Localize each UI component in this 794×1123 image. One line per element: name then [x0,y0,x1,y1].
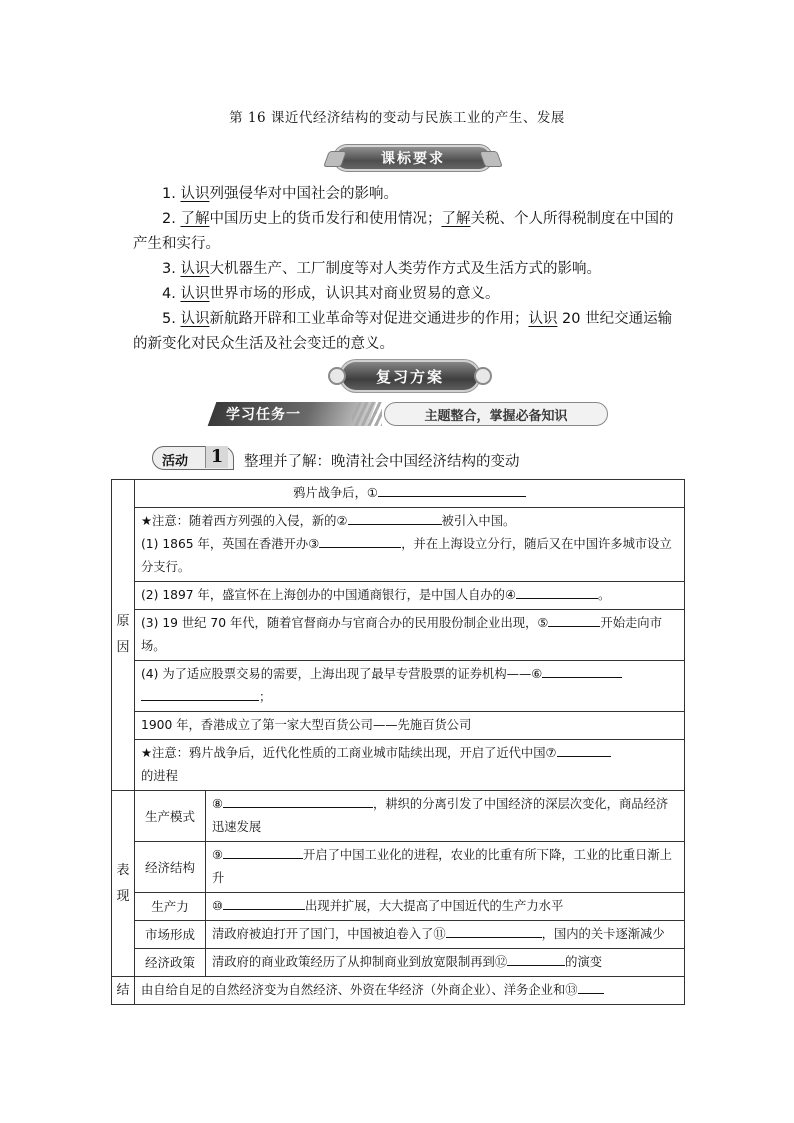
perf-text-4: 清政府的商业政策经历了从抑制商业到放宽限制再到⑫ [212,955,508,969]
item-row-5: 1900 年，香港成立了第一家大型百货公司——先施百货公司 [135,712,685,740]
note2-suffix: 的进程 [141,769,178,783]
perf-suffix-3: ，国内的关卡逐渐减少 [541,927,665,941]
note-row-2 [135,740,685,791]
perf-cell-3 [206,921,685,949]
standard-item [133,282,678,307]
perf-text-1: ⑨ [212,848,224,862]
perf-cell-4 [206,949,685,977]
standard-text: 20 世纪交通运输的新变化对民众生活及社会变迁的意义。 [133,311,673,352]
plan-banner [340,360,480,392]
perf-suffix-0: ，耕织的分离引发了中国经济的深层次变化，商品经济迅速发展 [212,797,669,834]
hand-left-icon [323,151,347,167]
standard-keyword: 认识 [180,286,210,302]
perf-suffix-1: 开启了中国工业化的进程，农业的比重有所下降，工业的比重日渐上升 [212,848,672,885]
perf-label-0: 生产模式 [135,791,206,842]
fill-blank-5[interactable] [548,612,600,627]
standards-banner-label: 课标要求 [381,151,445,167]
table-row [112,921,685,949]
task-label: 学习任务一 [226,407,301,423]
standard-keyword: 了解 [180,211,210,227]
cause-label: 原因 [112,480,135,791]
fill-blank-7[interactable] [557,742,611,757]
table-row [112,712,685,740]
perf-suffix-4: 的演变 [565,955,603,969]
standard-number: 4. [162,286,176,302]
standard-keyword: 了解 [441,211,471,227]
fill-blank-13[interactable] [578,979,604,994]
perf-text-2: ⑩ [212,899,224,913]
standard-item [133,182,678,207]
table-row [112,791,685,842]
perf-text-0: ⑧ [212,797,224,811]
task-bar [212,402,612,426]
perf-cell-1 [206,842,685,893]
perf-label-1: 经济结构 [135,842,206,893]
standards-list [133,182,678,357]
item1-text: (1) 1865 年，英国在香港开办③ [141,537,320,551]
perf-suffix-2: 出现并扩展，大大提高了中国近代的生产力水平 [305,899,564,913]
task-subtitle: 主题整合，掌握必备知识 [384,402,608,426]
hand-right-icon [479,151,503,167]
table-row [112,842,685,893]
fill-blank-6b[interactable] [141,686,259,701]
table-row [112,610,685,661]
standard-keyword: 认识 [180,186,210,202]
perf-label-4: 经济政策 [135,949,206,977]
note-row-1 [135,508,685,582]
result-cell [135,977,685,1005]
perf-cell-2 [206,893,685,921]
table-row [112,508,685,582]
standard-number: 2. [162,211,176,227]
swirl-right-icon [474,367,492,385]
fill-blank-2[interactable] [348,510,442,525]
perf-text-3: 清政府被迫打开了国门，中国被迫卷入了⑪ [212,927,446,941]
standard-text: 大机器生产、工厂制度等对人类劳作方式及生活方式的影响。 [209,261,601,277]
item4-suffix: ； [259,690,272,704]
item3-text: (3) 19 世纪 70 年代，随着官督商办与官商合办的民用股份制企业出现，⑤ [141,616,549,630]
plan-banner-label: 复习方案 [375,367,444,386]
standard-text: 世界市场的形成，认识其对商业贸易的意义。 [209,286,500,302]
item2-suffix: 。 [597,588,611,602]
fill-blank-10[interactable] [223,895,305,910]
opium-war-text: 鸦片战争后，① [293,486,378,500]
fill-blank-4[interactable] [516,584,598,599]
activity-tag-label: 活动 [162,454,189,469]
fill-blank-6a[interactable] [542,663,622,678]
activity-tag [152,446,234,470]
table-row [112,582,685,610]
fill-blank-9[interactable] [223,844,303,859]
note1-suffix: 被引入中国。 [441,514,516,528]
item1-suffix: ，并在上海设立分行，随后又在中国许多城市设立分支行。 [141,537,672,574]
standard-keyword: 认识 [180,261,210,277]
standard-number: 1. [162,186,176,202]
fill-blank-8[interactable] [223,793,373,808]
table-row [112,949,685,977]
item3-suffix: 开始走向市场。 [141,616,662,653]
standard-number: 3. [162,261,176,277]
result-label: 结 [112,977,135,1005]
task-divider-stripes [352,402,382,426]
standard-text: 关税、个人所得税制度在中国的产生和实行。 [133,211,674,252]
activity-header [152,444,712,474]
lesson-title: 第 16 课近代经济结构的变动与民族工业的产生、发展 [229,110,565,126]
swirl-left-icon [328,367,346,385]
note2-text: ★注意：鸦片战争后，近代化性质的工商业城市陆续出现，开启了近代中国⑦ [141,746,557,760]
item-row-4 [135,661,685,712]
item-row-3 [135,610,685,661]
economy-structure-table [111,479,685,1005]
standard-text: 中国历史上的货币发行和使用情况； [209,211,442,227]
table-row [112,480,685,508]
item-row-2 [135,582,685,610]
fill-blank-12[interactable] [507,951,565,966]
item4-text: (4) 为了适应股票交易的需要，上海出现了最早专营股票的证券机构——⑥ [141,667,543,681]
activity-instruction: 整理并了解：晚清社会中国经济结构的变动 [244,454,520,470]
table-row [112,661,685,712]
standard-number: 5. [162,311,176,327]
standard-keyword: 认识 [528,311,558,327]
activity-number: 1 [205,446,228,468]
fill-blank-1[interactable] [378,482,526,497]
perf-label-2: 生产力 [135,893,206,921]
performance-label: 表现 [112,791,135,977]
table-row [112,977,685,1005]
standard-item [133,257,678,282]
fill-blank-3[interactable] [319,533,401,548]
standards-banner [334,145,492,171]
fill-blank-11[interactable] [446,923,542,938]
standard-keyword: 认识 [180,311,210,327]
standard-item [133,307,678,357]
standard-text: 列强侵华对中国社会的影响。 [209,186,398,202]
perf-cell-0 [206,791,685,842]
perf-label-3: 市场形成 [135,921,206,949]
standard-item [133,207,678,257]
opium-war-row [135,480,685,508]
standard-text: 新航路开辟和工业革命等对促进交通进步的作用； [209,311,529,327]
table-row [112,740,685,791]
table-row [112,893,685,921]
result-text: 由自给自足的自然经济变为自然经济、外资在华经济（外商企业）、洋务企业和⑬ [141,983,578,997]
item2-text: (2) 1897 年，盛宣怀在上海创办的中国通商银行，是中国人自办的④ [141,588,516,602]
note1-text: ★注意：随着西方列强的入侵，新的② [141,514,348,528]
